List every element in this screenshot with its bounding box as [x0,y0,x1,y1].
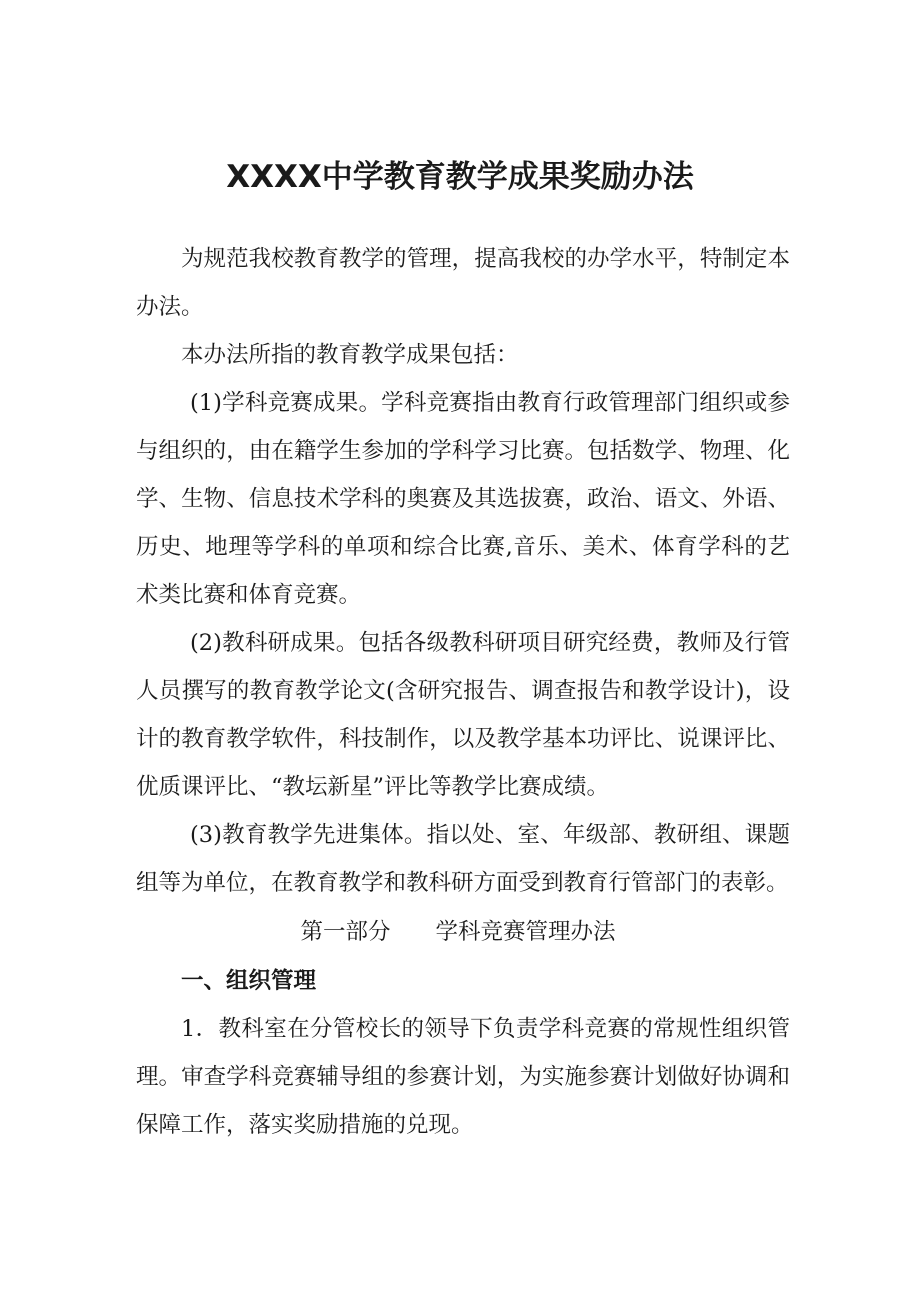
item-advanced-collective: (3)教育教学先进集体。指以处、室、年级部、教研组、课题组等为单位，在教育教学和教科研方面受到教育行管部门的表彰。 [136,822,790,896]
clause-one-paragraph: 1．教科室在分管校长的领导下负责学科竞赛的常规性组织管理。审查学科竞赛辅导组的参赛计划，为实施参赛计划做好协调和保障工作，落实奖励措施的兑现。 [136,1016,790,1138]
item-research-results: (2)教科研成果。包括各级教科研项目研究经费，教师及行管人员撰写的教育教学论文(含研究报告、调查报告和教学设计)，设计的教育教学软件，科技制作，以及教学基本功评比、说课评比、优质课评比、“教坛新星”评比等教学比赛成绩。 [136,630,790,800]
document-body [136,235,790,1149]
part-one-heading: 第一部分 学科竞赛管理办法 [300,919,616,945]
document-title: XXXX中学教育教学成果奖励办法 [226,158,694,195]
intro-paragraph: 为规范我校教育教学的管理，提高我校的办学水平，特制定本办法。 [136,246,790,320]
organization-management-heading: 一、组织管理 [181,968,317,994]
item-competition-results: (1)学科竞赛成果。学科竞赛指由教育行政管理部门组织或参与组织的，由在籍学生参加的学科学习比赛。包括数学、物理、化学、生物、信息技术学科的奥赛及其选拔赛，政治、语文、外语、历史、地理等学科的单项和综合比赛,音乐、美术、体育学科的艺术类比赛和体育竞赛。 [136,390,790,608]
scope-paragraph: 本办法所指的教育教学成果包括： [181,342,519,368]
